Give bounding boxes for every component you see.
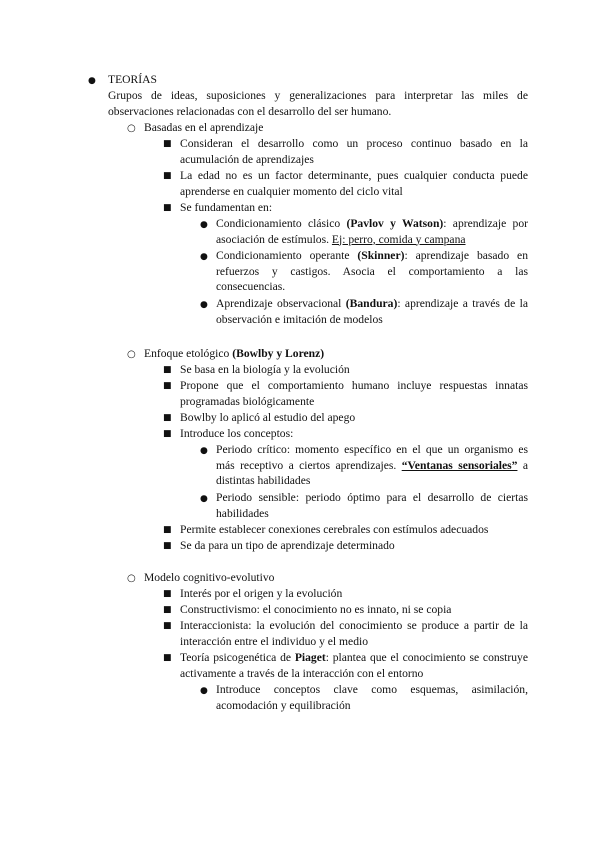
cognitivo-point-4: Teoría psicogenética de Piaget: plantea que el conocimiento se construye activamente a través de la interacción con el entorno (180, 651, 528, 680)
bullet-filled-circle: ● (88, 76, 96, 86)
etologico-point-4: Introduce los conceptos: (180, 427, 294, 440)
etologico-point-2: Propone que el comportamiento humano incluye respuestas innatas programadas biológicamente (180, 379, 528, 408)
aprendizaje-sub-operante: Condicionamiento operante (Skinner): aprendizaje basado en refuerzos y castigos. Asocia el comportamiento a las consecuencias. (216, 249, 529, 293)
bullet-hollow-circle: ○ (127, 573, 136, 584)
section-intro: Grupos de ideas, suposiciones y generalizaciones para interpretar las miles de observaciones relacionadas con el desarrollo del ser humano. (108, 89, 528, 118)
bullet-square: ■ (163, 589, 172, 599)
aprendizaje-sub-clasico: Condicionamiento clásico (Pavlov y Watson): aprendizaje por asociación de estímulos. Ej: perro, comida y campana (216, 217, 528, 246)
bullet-hollow-circle: ○ (127, 349, 136, 360)
etologico-sub-critico: Periodo crítico: momento específico en el que un organismo es más receptivo a ciertos aprendizajes. “Ventanas sensoriales” a distintas habilidades (216, 443, 528, 487)
cognitivo-point-3: Interaccionista: la evolución del conocimiento se produce a partir de la interacción entre el individuo y el medio (180, 619, 528, 648)
bullet-square: ■ (163, 605, 172, 615)
subsection-aprendizaje-title: Basadas en el aprendizaje (144, 121, 264, 134)
bullet-square: ■ (163, 365, 172, 375)
cognitivo-point-2: Constructivismo: el conocimiento no es innato, ni se copia (180, 603, 452, 616)
aprendizaje-point-1: Consideran el desarrollo como un proceso continuo basado en la acumulación de aprendizajes (180, 137, 528, 166)
cognitivo-point-1: Interés por el origen y la evolución (180, 587, 343, 600)
bullet-filled-circle: ● (200, 300, 208, 310)
bullet-square: ■ (163, 171, 172, 181)
aprendizaje-point-2: La edad no es un factor determinante, pues cualquier conducta puede aprenderse en cualquier momento del ciclo vital (180, 169, 528, 198)
etologico-point-6: Se da para un tipo de aprendizaje determinado (180, 539, 395, 552)
aprendizaje-sub-observacional: Aprendizaje observacional (Bandura): aprendizaje a través de la observación e imitación de modelos (216, 297, 528, 326)
bullet-filled-circle: ● (200, 252, 208, 262)
etologico-sub-sensible: Periodo sensible: periodo óptimo para el desarrollo de ciertas habilidades (216, 491, 528, 520)
bullet-filled-circle: ● (200, 220, 208, 230)
subsection-etologico-title: Enfoque etológico (Bowlby y Lorenz) (144, 347, 325, 360)
bullet-filled-circle: ● (200, 446, 208, 456)
aprendizaje-point-3: Se fundamentan en: (180, 201, 273, 214)
bullet-filled-circle: ● (200, 494, 208, 504)
etologico-point-1: Se basa en la biología y la evolución (180, 363, 350, 376)
bullet-square: ■ (163, 653, 172, 663)
bullet-square: ■ (163, 621, 172, 631)
bullet-square: ■ (163, 429, 172, 439)
bullet-square: ■ (163, 139, 172, 149)
section-title: TEORÍAS (108, 73, 157, 86)
etologico-point-5: Permite establecer conexiones cerebrales con estímulos adecuados (180, 523, 489, 536)
etologico-point-3: Bowlby lo aplicó al estudio del apego (180, 411, 356, 424)
cognitivo-sub-conceptos: Introduce conceptos clave como esquemas, asimilación, acomodación y equilibración (216, 683, 528, 712)
bullet-square: ■ (163, 525, 172, 535)
bullet-filled-circle: ● (200, 686, 208, 696)
subsection-cognitivo-title: Modelo cognitivo-evolutivo (144, 571, 275, 584)
bullet-square: ■ (163, 413, 172, 423)
bullet-hollow-circle: ○ (127, 123, 136, 134)
bullet-square: ■ (163, 203, 172, 213)
bullet-square: ■ (163, 541, 172, 551)
bullet-square: ■ (163, 381, 172, 391)
